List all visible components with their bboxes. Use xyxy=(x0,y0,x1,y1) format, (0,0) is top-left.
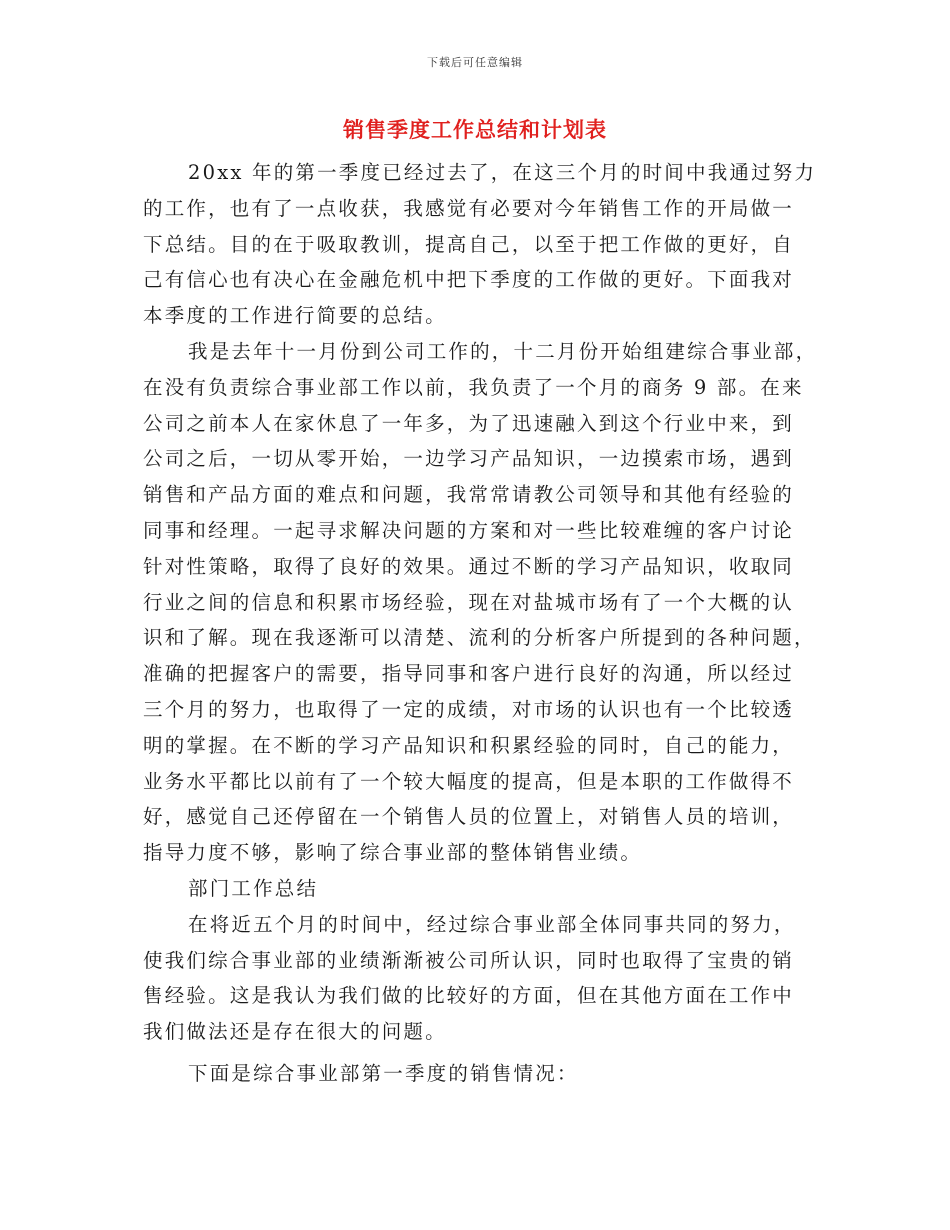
text-line: 售经验。这是我认为我们做的比较好的方面，但在其他方面在工作中 xyxy=(143,984,795,1008)
text-line: 在将近五个月的时间中，经过综合事业部全体同事共同的努力， xyxy=(188,912,796,936)
text-line: 针对性策略，取得了良好的效果。通过不断的学习产品知识，收取同 xyxy=(143,554,795,578)
paragraph-sales-intro xyxy=(143,1056,823,1092)
text-line: 公司之前本人在家休息了一年多，为了迅速融入到这个行业中来，到 xyxy=(143,411,795,435)
text-line: 识和了解。现在我逐渐可以清楚、流利的分析客户所提到的各种问题， xyxy=(143,626,816,650)
document-title: 销售季度工作总结和计划表 xyxy=(343,117,607,142)
document-body xyxy=(143,155,823,1092)
text-line: 准确的把握客户的需要，指导同事和客户进行良好的沟通，所以经过 xyxy=(143,662,795,686)
text-line: 我是去年十一月份到公司工作的，十二月份开始组建综合事业部， xyxy=(188,339,818,363)
paragraph-department-summary xyxy=(143,907,823,1050)
text-line: 使我们综合事业部的业绩渐渐被公司所认识，同时也取得了宝贵的销 xyxy=(143,948,795,972)
text-line: 的工作，也有了一点收获，我感觉有必要对今年销售工作的开局做一 xyxy=(143,196,795,220)
section-heading xyxy=(143,871,823,907)
text-line: 公司之后，一切从零开始，一边学习产品知识，一边摸索市场，遇到 xyxy=(143,447,795,471)
text-line: 20xx 年的第一季度已经过去了，在这三个月的时间中我通过努力 xyxy=(188,161,817,184)
text-line: 同事和经理。一起寻求解决问题的方案和对一些比较难缠的客户讨论 xyxy=(143,518,795,542)
paragraph-intro xyxy=(143,155,823,334)
text-line: 下面是综合事业部第一季度的销售情况： xyxy=(188,1061,579,1085)
text-line: 行业之间的信息和积累市场经验，现在对盐城市场有了一个大概的认 xyxy=(143,590,795,614)
text-line: 好，感觉自己还停留在一个销售人员的位置上，对销售人员的培训， xyxy=(143,805,795,829)
text-line: 指导力度不够，影响了综合事业部的整体销售业绩。 xyxy=(143,841,643,865)
paragraph-personal-summary xyxy=(143,334,823,871)
text-line: 下总结。目的在于吸取教训，提高自己，以至于把工作做的更好，自 xyxy=(143,232,795,256)
text-line: 己有信心也有决心在金融危机中把下季度的工作做的更好。下面我对 xyxy=(143,268,795,292)
text-line: 在没有负责综合事业部工作以前，我负责了一个月的商务 9 部。在来 xyxy=(143,375,804,399)
text-line: 我们做法还是存在很大的问题。 xyxy=(143,1020,447,1044)
text-line: 明的掌握。在不断的学习产品知识和积累经验的同时，自己的能力， xyxy=(143,733,795,757)
text-line: 销售和产品方面的难点和问题，我常常请教公司领导和其他有经验的 xyxy=(143,483,795,507)
text-line: 业务水平都比以前有了一个较大幅度的提高，但是本职的工作做得不 xyxy=(143,769,795,793)
section-heading-text: 部门工作总结 xyxy=(188,876,319,900)
text-line: 本季度的工作进行简要的总结。 xyxy=(143,304,447,328)
text-line: 三个月的努力，也取得了一定的成绩，对市场的认识也有一个比较透 xyxy=(143,697,795,721)
header-note: 下载后可任意编辑 xyxy=(427,56,523,69)
